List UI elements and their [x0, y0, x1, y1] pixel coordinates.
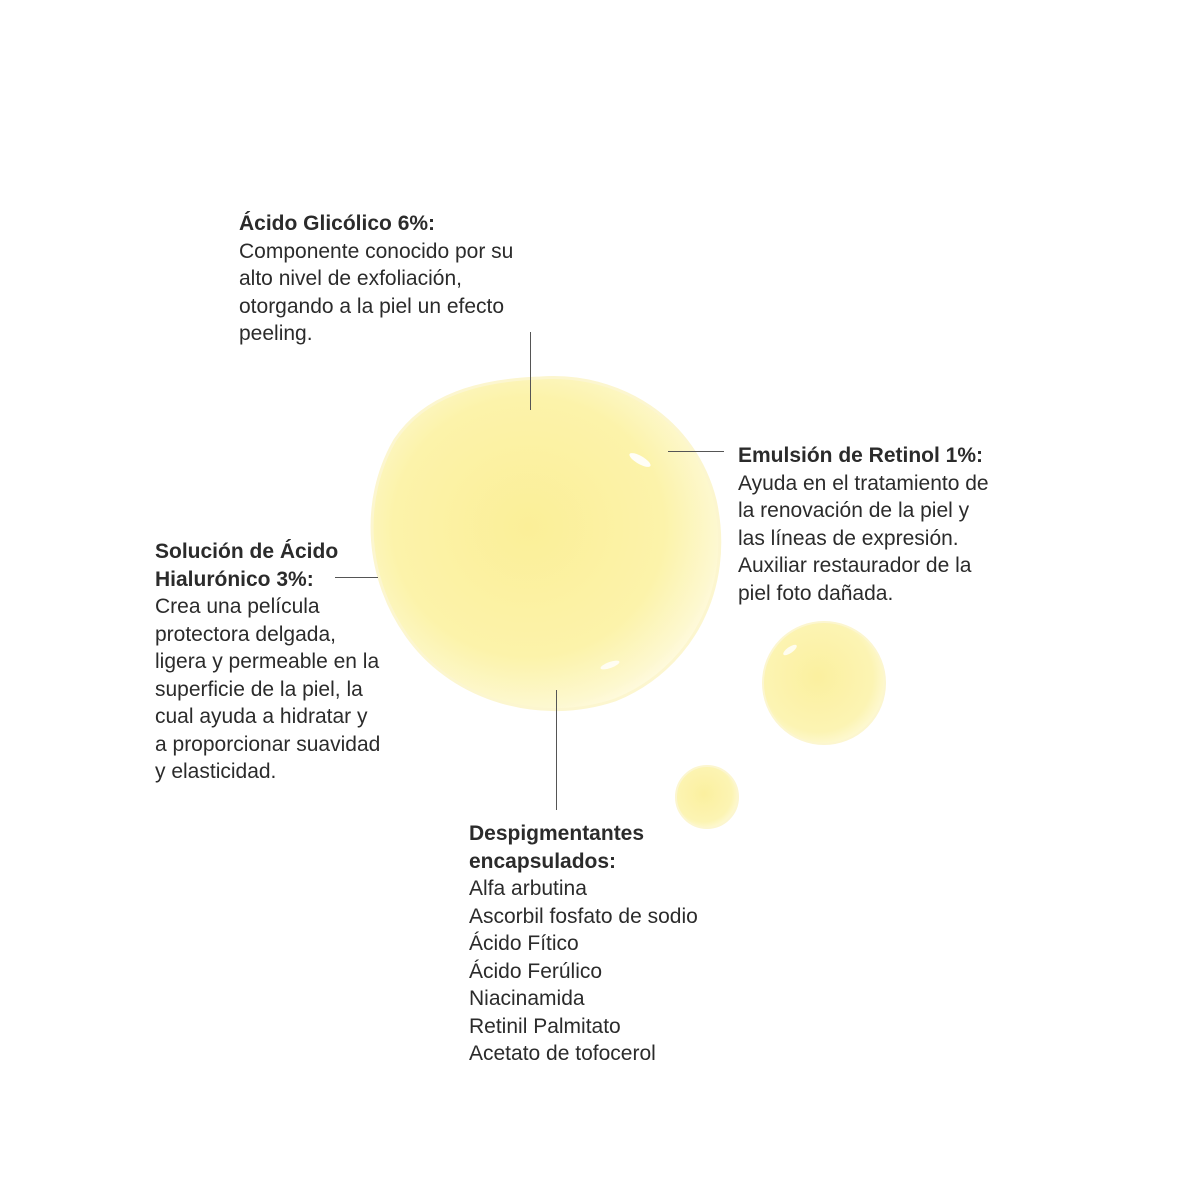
- glicolico-title: Ácido Glicólico 6%:: [239, 212, 436, 235]
- despigmentantes-connector-line: [556, 690, 557, 810]
- despigmentantes-item: Ácido Fítico: [469, 932, 579, 955]
- glicolico-line: otorgando a la piel un efecto: [239, 294, 505, 318]
- despigmentantes-title: encapsulados:: [469, 849, 617, 873]
- despigmentantes-annotation: [469, 820, 698, 1068]
- despigmentantes-title: Despigmentantes: [469, 822, 645, 845]
- medium-drop: [763, 622, 885, 744]
- hialuronico-title: Hialurónico 3%:: [155, 567, 314, 591]
- hialuronico-annotation: [155, 538, 380, 786]
- glicolico-annotation: [239, 210, 513, 348]
- retinol-line: piel foto dañada.: [738, 581, 894, 605]
- hialuronico-line: protectora delgada,: [155, 622, 336, 646]
- hialuronico-title: Solución de Ácido: [155, 540, 339, 563]
- retinol-line: Auxiliar restaurador de la: [738, 554, 972, 577]
- hialuronico-line: Crea una película: [155, 595, 320, 618]
- glicolico-line: peeling.: [239, 322, 313, 345]
- retinol-line: la renovación de la piel y: [738, 499, 970, 522]
- hialuronico-line: ligera y permeable en la: [155, 650, 380, 673]
- despigmentantes-item: Retinil Palmitato: [469, 1014, 621, 1038]
- despigmentantes-item: Alfa arbutina: [469, 877, 587, 900]
- despigmentantes-item: Niacinamida: [469, 987, 585, 1010]
- retinol-line: las líneas de expresión.: [738, 526, 959, 550]
- retinol-title: Emulsión de Retinol 1%:: [738, 444, 984, 467]
- hialuronico-line: superficie de la piel, la: [155, 677, 363, 701]
- hialuronico-line: cual ayuda a hidratar y: [155, 705, 368, 728]
- glicolico-line: Componente conocido por su: [239, 239, 514, 263]
- hialuronico-line: y elasticidad.: [155, 760, 277, 783]
- retinol-line: Ayuda en el tratamiento de: [738, 471, 989, 495]
- glicolico-connector-line: [530, 332, 531, 410]
- despigmentantes-item: Ácido Ferúlico: [469, 959, 603, 983]
- small-drop: [676, 766, 738, 828]
- hialuronico-line: a proporcionar suavidad: [155, 732, 381, 756]
- retinol-connector-line: [668, 451, 724, 452]
- large-drop: [372, 377, 720, 709]
- glicolico-line: alto nivel de exfoliación,: [239, 267, 462, 290]
- despigmentantes-item: Acetato de tofocerol: [469, 1042, 656, 1065]
- retinol-annotation: [738, 442, 989, 607]
- despigmentantes-item: Ascorbil fosfato de sodio: [469, 904, 698, 928]
